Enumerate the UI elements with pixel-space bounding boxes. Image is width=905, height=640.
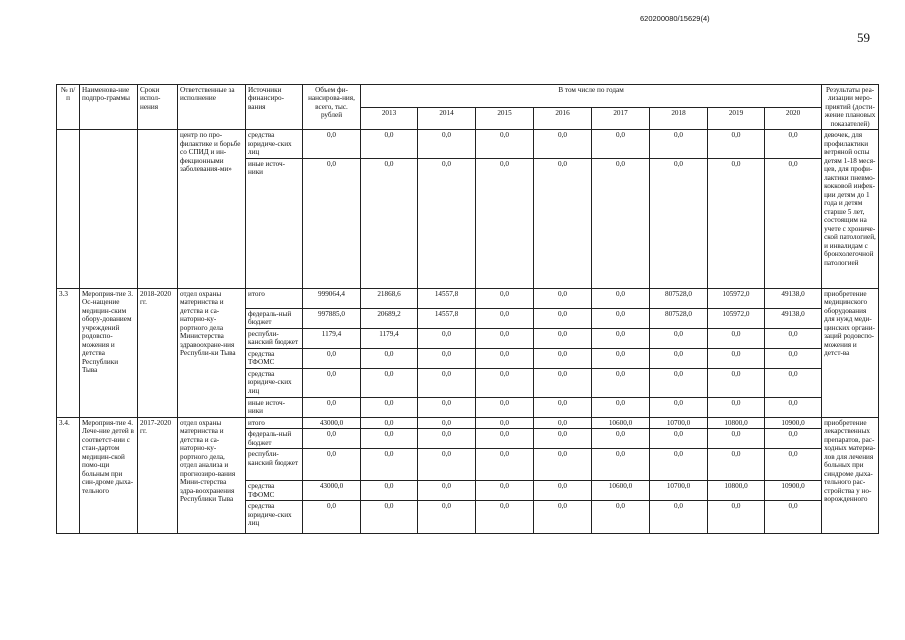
year-value-2018: 0,0 — [650, 501, 708, 534]
funding-source: иные источ-ники — [246, 158, 303, 288]
year-value-2017: 10600,0 — [592, 481, 650, 501]
year-value-2018: 0,0 — [650, 130, 708, 158]
year-value-2019: 10800,0 — [708, 417, 765, 428]
year-value-2020: 0,0 — [765, 397, 822, 417]
header-volume: Объем фи-нансирова-ния, всего, тыс. рублей — [303, 85, 361, 130]
header-responsible: Ответственные за исполнение — [178, 85, 246, 130]
year-value-2019: 0,0 — [708, 397, 765, 417]
year-value-2016: 0,0 — [534, 288, 592, 308]
results-description: приобретение лекарственных препаратов, рас-ходных материа-лов для лечения больных при синдроме дыха-тельного рас-стройства у но-ворожденного — [822, 417, 879, 533]
year-value-2015: 0,0 — [476, 348, 534, 368]
funding-source: республи-канский бюджет — [246, 449, 303, 481]
year-value-2014: 0,0 — [418, 328, 476, 348]
year-value-2013: 0,0 — [361, 429, 418, 449]
table-row — [57, 288, 879, 308]
year-value-2017: 0,0 — [592, 308, 650, 328]
year-value-2016: 0,0 — [534, 348, 592, 368]
year-value-2015: 0,0 — [476, 308, 534, 328]
program-table — [56, 84, 879, 534]
year-value-2018: 0,0 — [650, 328, 708, 348]
year-value-2016: 0,0 — [534, 308, 592, 328]
year-value-2017: 0,0 — [592, 328, 650, 348]
year-value-2017: 0,0 — [592, 397, 650, 417]
funding-total: 0,0 — [303, 348, 361, 368]
funding-source: средства ТФОМС — [246, 481, 303, 501]
table-row — [57, 130, 879, 158]
year-value-2016: 0,0 — [534, 501, 592, 534]
year-value-2018: 807528,0 — [650, 288, 708, 308]
year-value-2013: 0,0 — [361, 397, 418, 417]
header-years-group: В том числе по годам — [361, 85, 822, 108]
year-value-2020: 10900,0 — [765, 417, 822, 428]
page-number: 59 — [857, 30, 870, 45]
year-value-2014: 0,0 — [418, 397, 476, 417]
header-sources: Источники финансиро-вания — [246, 85, 303, 130]
year-value-2018: 0,0 — [650, 368, 708, 397]
year-value-2017: 10600,0 — [592, 417, 650, 428]
year-value-2013: 20689,2 — [361, 308, 418, 328]
year-value-2014: 0,0 — [418, 429, 476, 449]
year-value-2018: 0,0 — [650, 397, 708, 417]
year-value-2016: 0,0 — [534, 158, 592, 288]
year-value-2016: 0,0 — [534, 481, 592, 501]
year-value-2013: 0,0 — [361, 368, 418, 397]
row-number: 3.4. — [57, 417, 80, 533]
year-value-2019: 105972,0 — [708, 308, 765, 328]
funding-total: 0,0 — [303, 449, 361, 481]
execution-terms: 2018-2020 гг. — [138, 288, 178, 417]
year-value-2015: 0,0 — [476, 130, 534, 158]
year-value-2014: 0,0 — [418, 348, 476, 368]
responsible-executor: отдел охраны материнства и детства и са-наторно-ку-рортного дела, отдел анализа и прогнозиро-вания Мини-стерства здра-воохранения Республики Тыва — [178, 417, 246, 533]
header-results: Результаты реа-лизации меро-приятий (дости-жение плановых показателей) — [822, 85, 879, 130]
header-year-2018: 2018 — [650, 107, 708, 130]
year-value-2020: 49138,0 — [765, 288, 822, 308]
document-code: 620200080/15629(4) — [640, 14, 710, 23]
funding-total: 0,0 — [303, 397, 361, 417]
year-value-2014: 0,0 — [418, 501, 476, 534]
funding-source: федераль-ный бюджет — [246, 308, 303, 328]
header-year-2019: 2019 — [708, 107, 765, 130]
year-value-2016: 0,0 — [534, 449, 592, 481]
year-value-2015: 0,0 — [476, 288, 534, 308]
execution-terms — [138, 130, 178, 288]
year-value-2019: 0,0 — [708, 158, 765, 288]
year-value-2017: 0,0 — [592, 368, 650, 397]
year-value-2015: 0,0 — [476, 397, 534, 417]
year-value-2020: 0,0 — [765, 130, 822, 158]
header-year-2015: 2015 — [476, 107, 534, 130]
header-year-2014: 2014 — [418, 107, 476, 130]
year-value-2020: 0,0 — [765, 449, 822, 481]
year-value-2015: 0,0 — [476, 481, 534, 501]
year-value-2016: 0,0 — [534, 417, 592, 428]
header-terms: Сроки испол-нения — [138, 85, 178, 130]
year-value-2014: 0,0 — [418, 417, 476, 428]
year-value-2019: 10800,0 — [708, 481, 765, 501]
year-value-2016: 0,0 — [534, 130, 592, 158]
year-value-2014: 0,0 — [418, 130, 476, 158]
year-value-2019: 0,0 — [708, 429, 765, 449]
year-value-2015: 0,0 — [476, 158, 534, 288]
funding-total: 0,0 — [303, 158, 361, 288]
year-value-2019: 0,0 — [708, 130, 765, 158]
funding-total: 0,0 — [303, 130, 361, 158]
subprogram-name: Мероприя-тие 4. Лече-ние детей в соответст-вии с стан-дартом медицин-ской помо-щи больным при син-дроме дыха-тельного — [80, 417, 138, 533]
year-value-2014: 14557,8 — [418, 288, 476, 308]
year-value-2015: 0,0 — [476, 328, 534, 348]
funding-total: 997885,0 — [303, 308, 361, 328]
year-value-2017: 0,0 — [592, 288, 650, 308]
header-year-2013: 2013 — [361, 107, 418, 130]
year-value-2020: 0,0 — [765, 501, 822, 534]
year-value-2013: 1179,4 — [361, 328, 418, 348]
subprogram-name: Мероприя-тие 3. Ос-нащение медицин-ским обору-дованием учреждений родовспо-можения и детства Республики Тыва — [80, 288, 138, 417]
execution-terms: 2017-2020 гг. — [138, 417, 178, 533]
funding-total: 999064,4 — [303, 288, 361, 308]
year-value-2014: 0,0 — [418, 368, 476, 397]
year-value-2015: 0,0 — [476, 417, 534, 428]
responsible-executor: отдел охраны материнства и детства и са-наторно-ку-рортного дела Министерства здравоохране-ния Республи-ки Тыва — [178, 288, 246, 417]
funding-total: 1179,4 — [303, 328, 361, 348]
header-year-2017: 2017 — [592, 107, 650, 130]
year-value-2014: 0,0 — [418, 158, 476, 288]
year-value-2018: 0,0 — [650, 348, 708, 368]
year-value-2016: 0,0 — [534, 328, 592, 348]
header-no: № п/п — [57, 85, 80, 130]
year-value-2013: 0,0 — [361, 417, 418, 428]
year-value-2018: 0,0 — [650, 158, 708, 288]
year-value-2013: 0,0 — [361, 130, 418, 158]
year-value-2019: 0,0 — [708, 449, 765, 481]
year-value-2020: 10900,0 — [765, 481, 822, 501]
year-value-2020: 49138,0 — [765, 308, 822, 328]
funding-source: средства ТФОМС — [246, 348, 303, 368]
funding-total: 43000,0 — [303, 417, 361, 428]
year-value-2020: 0,0 — [765, 429, 822, 449]
year-value-2015: 0,0 — [476, 368, 534, 397]
year-value-2018: 10700,0 — [650, 417, 708, 428]
funding-source: средства юридиче-ских лиц — [246, 368, 303, 397]
year-value-2019: 0,0 — [708, 348, 765, 368]
year-value-2017: 0,0 — [592, 449, 650, 481]
year-value-2019: 105972,0 — [708, 288, 765, 308]
header-year-2016: 2016 — [534, 107, 592, 130]
funding-source: федераль-ный бюджет — [246, 429, 303, 449]
year-value-2019: 0,0 — [708, 368, 765, 397]
year-value-2013: 0,0 — [361, 348, 418, 368]
funding-source: средства юридиче-ских лиц — [246, 501, 303, 534]
year-value-2020: 0,0 — [765, 158, 822, 288]
year-value-2020: 0,0 — [765, 328, 822, 348]
subprogram-name — [80, 130, 138, 288]
funding-source: итого — [246, 288, 303, 308]
year-value-2013: 0,0 — [361, 158, 418, 288]
funding-total: 0,0 — [303, 368, 361, 397]
year-value-2013: 21868,6 — [361, 288, 418, 308]
year-value-2018: 10700,0 — [650, 481, 708, 501]
funding-source: итого — [246, 417, 303, 428]
year-value-2013: 0,0 — [361, 481, 418, 501]
year-value-2018: 0,0 — [650, 449, 708, 481]
year-value-2013: 0,0 — [361, 501, 418, 534]
year-value-2019: 0,0 — [708, 328, 765, 348]
year-value-2020: 0,0 — [765, 348, 822, 368]
year-value-2017: 0,0 — [592, 429, 650, 449]
row-number — [57, 130, 80, 288]
year-value-2015: 0,0 — [476, 429, 534, 449]
year-value-2014: 14557,8 — [418, 308, 476, 328]
year-value-2019: 0,0 — [708, 501, 765, 534]
header-name: Наименова-ние подпро-граммы — [80, 85, 138, 130]
year-value-2015: 0,0 — [476, 449, 534, 481]
row-number: 3.3 — [57, 288, 80, 417]
table-row — [57, 417, 879, 428]
funding-total: 0,0 — [303, 501, 361, 534]
funding-total: 43000,0 — [303, 481, 361, 501]
results-description: приобретение медицинского оборудования для нужд меди-цинских органи-заций родовспо-можения и детст-ва — [822, 288, 879, 417]
responsible-executor: центр по про-филактике и борьбе со СПИД и ин-фекционными заболевания-ми» — [178, 130, 246, 288]
year-value-2016: 0,0 — [534, 397, 592, 417]
year-value-2016: 0,0 — [534, 368, 592, 397]
year-value-2020: 0,0 — [765, 368, 822, 397]
year-value-2016: 0,0 — [534, 429, 592, 449]
year-value-2018: 807528,0 — [650, 308, 708, 328]
funding-source: республи-канский бюджет — [246, 328, 303, 348]
year-value-2013: 0,0 — [361, 449, 418, 481]
year-value-2015: 0,0 — [476, 501, 534, 534]
year-value-2014: 0,0 — [418, 481, 476, 501]
year-value-2014: 0,0 — [418, 449, 476, 481]
results-description: девочек, для профилактики ветряной оспы детям 1-18 меся-цев, для профи-лактики пневмо-кокковой инфек-ции детям до 1 года и детям старше 5 лет, состоящим на учете с хрониче-ской патологией, и инвалидам с бронхолегочной патологией — [822, 130, 879, 288]
year-value-2017: 0,0 — [592, 130, 650, 158]
funding-total: 0,0 — [303, 429, 361, 449]
year-value-2018: 0,0 — [650, 429, 708, 449]
funding-source: иные источ-ники — [246, 397, 303, 417]
header-year-2020: 2020 — [765, 107, 822, 130]
year-value-2017: 0,0 — [592, 501, 650, 534]
year-value-2017: 0,0 — [592, 158, 650, 288]
year-value-2017: 0,0 — [592, 348, 650, 368]
funding-source: средства юридиче-ских лиц — [246, 130, 303, 158]
